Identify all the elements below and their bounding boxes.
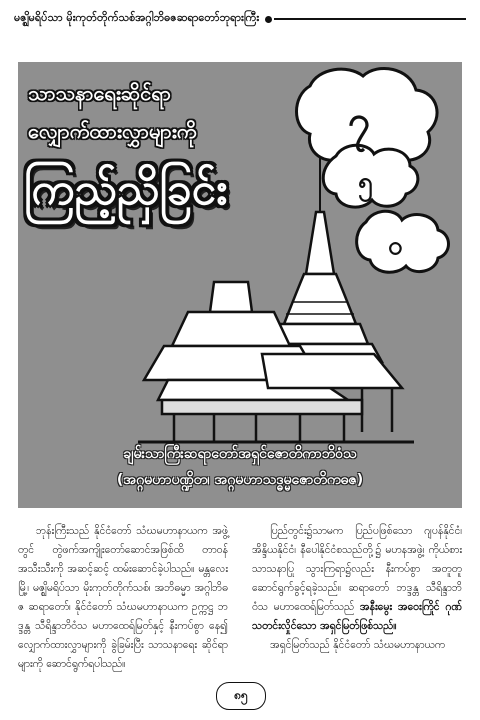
left-column [18, 522, 228, 674]
page-number: ၈၅ [216, 682, 266, 710]
right-paragraph-next: အရှင်မြတ်သည် နိုင်ငံတော် သံဃမဟာနာယက [270, 639, 445, 651]
author-name: ချမ်းသာကြီးဆရာတော်အရှင်ဇောတိကာဘိဝံသ [123, 446, 357, 462]
monastery-hall [138, 282, 414, 442]
hero-heading-line-2: လျှောက်ထားလွှာများကို [28, 119, 197, 143]
right-column [252, 522, 462, 655]
running-title: မဇ္ဈိမရိပ်သာ မိုးကုတ်တိုက်သစ်အဂ္ဂါဘိဓဇဆရာတော်ဘုရားကြီး [14, 11, 260, 24]
header-rule [274, 18, 466, 20]
author-titles: (အဂ္ဂမဟာပဏ္ဍိတ၊ အဂ္ဂမဟာသဒ္ဓမ္မဇောတိကဓဇ) [116, 472, 364, 488]
left-paragraph: ဘုန်းကြီးသည် နိုင်ငံတော် သံဃမဟာနာယက အဖွဲ့တွင် တွဲဖက်အကျိုးတော်ဆောင်အဖြစ်ထိ တာဝန် အသီးသီးကို အဆင့်ဆင့် ထမ်းဆောင်ခဲ့ပါသည်။ မန္တလေးမြို့၊ မဇ္ဈိမရိပ်သာ မိုးကုတ်တိုက်သစ်၊ အဘိဓမ္မာ အဂ္ဂါဘိဓဇ ဆရာတော်၊ နိုင်ငံတော် သံဃမဟာနာယက ဥက္ကဋ္ဌ ဘဒ္ဒန္တ သီရိန္ဒာဘိဝံသ မဟာထေရ်မြတ်နှင့် နီးကပ်စွာ နေ၍ လျှောက်ထားလွှာများကို ခွဲခြမ်းပြီး သာသနာရေး ဆိုင်ရာ များကို ဆောင်ရွက်ရပါသည်။ [18, 525, 228, 670]
header-bullet-icon [265, 16, 272, 23]
hero-illustration [18, 62, 462, 508]
right-paragraph-bold-text: အနီးမွေး အဝေးကြိုင် ဂုဏ်သတင်းလှိုင်သော အရှင်မြတ်ဖြစ်သည်။ [252, 601, 463, 632]
cloud-glyph-1: ၇ [348, 98, 371, 144]
right-paragraph-text: ပြည်တွင်း၌သာမက ပြည်ပဖြစ်သော ဂျပန်နိုင်ငံ၊ အိန္ဒိယနိုင်ငံ၊ နီပေါနိုင်ငံစသည်တို့၌ မဟနအဖွဲ့၊ ကိုယ်စားသာသနာပြု သွားကြရာ၌လည်း နီးကပ်စွာ အတူတူ ဆောင်ရွက်ခွင့်ရခဲ့သည်။ ဆရာတော် ဘဒ္ဒန္တ သီရိန္ဒာဘိဝံသ မဟာထေရ်မြတ်သည် [252, 525, 462, 613]
hero-main-title: ကြည့်ညှိခြင်း [24, 164, 228, 215]
right-paragraph [252, 522, 462, 636]
cloud-glyph-2: ၅ [358, 167, 373, 197]
hero-heading-line-1: သာသနာရေးဆိုင်ရာ [28, 81, 172, 105]
cloud-glyph-3: ဝ [388, 231, 403, 261]
running-header [14, 8, 466, 30]
